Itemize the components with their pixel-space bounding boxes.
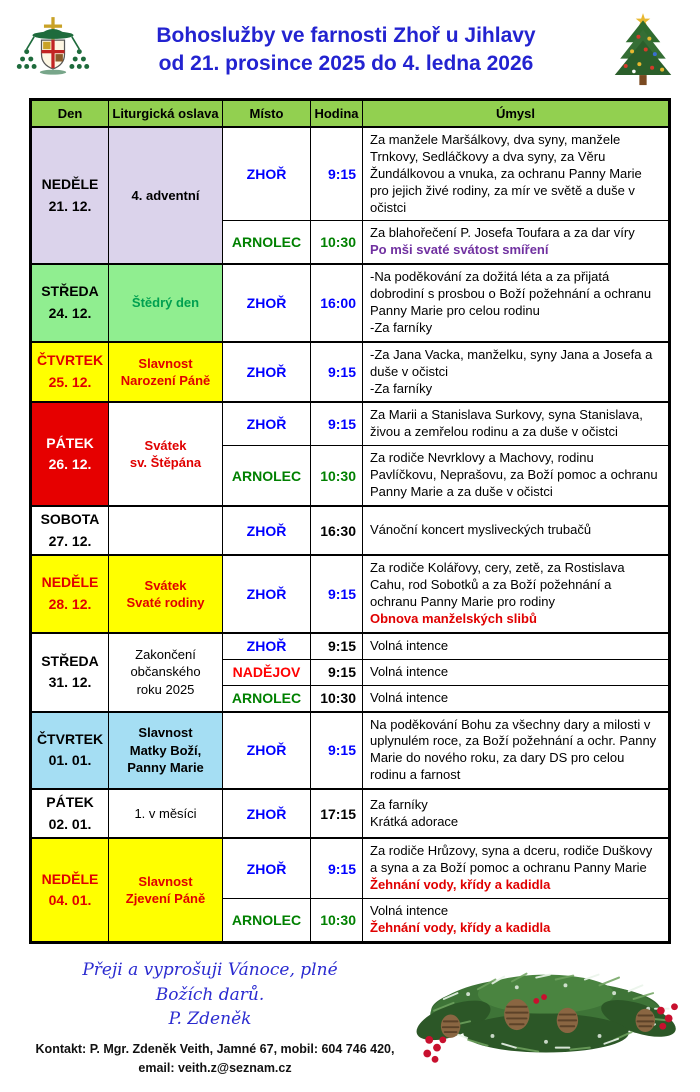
intention-cell <box>363 899 670 943</box>
title-line-1: Bohoslužby ve farnosti Zhoř u Jihlavy <box>156 24 536 48</box>
time-cell: 9:15 <box>311 838 363 898</box>
intention-line: Za Marii a Stanislava Surkovy, syna Stanislava, živou a zemřelou rodinu a za duše v očistci <box>370 407 643 440</box>
place-cell: ZHOŘ <box>223 633 311 659</box>
place-cell: ZHOŘ <box>223 342 311 403</box>
intention-line: Volná intence <box>370 903 449 919</box>
time-cell: 9:15 <box>311 712 363 790</box>
celebration-cell: Zakončení občanského roku 2025 <box>109 633 223 712</box>
intention-line: -Za Jana Vacka, manželku, syny Jana a Josefa a duše v očistci <box>370 346 653 379</box>
bishop-coat-of-arms-icon <box>16 11 90 89</box>
header-liturgicka-oslava: Liturgická oslava <box>109 100 223 128</box>
intention-line: Vánoční koncert mysliveckých trubačů <box>370 522 592 538</box>
intention-line: Na poděkování Bohu za všechny dary a milosti v uplynulém roce, za Boží požehnání a ochr. Panny Marie do nového roku, za dary DS pro celou rodinu a farnost <box>370 716 657 783</box>
schedule-row <box>31 633 670 659</box>
day-cell: NEDĚLE 04. 01. <box>31 838 109 942</box>
intention-cell <box>363 685 670 711</box>
title-line-2: od 21. prosince 2025 do 4. ledna 2026 <box>158 52 534 75</box>
day-cell: PÁTEK 02. 01. <box>31 789 109 838</box>
intention-line: Za blahořečení P. Josefa Toufara a za dar víry <box>370 225 635 241</box>
intention-cell <box>363 446 670 506</box>
intention-line: Obnova manželských slibů <box>370 610 537 626</box>
time-cell: 9:15 <box>311 659 363 685</box>
contact-info <box>20 1040 410 1078</box>
intention-line: Žehnání vody, křídy a kadidla <box>370 920 551 936</box>
time-cell: 9:15 <box>311 342 363 403</box>
intention-line: Volná intence <box>370 689 449 705</box>
intention-line: Volná intence <box>370 663 449 679</box>
time-cell: 9:15 <box>311 633 363 659</box>
page-title <box>90 22 602 77</box>
day-cell: STŘEDA 31. 12. <box>31 633 109 712</box>
celebration-cell: Slavnost Narození Páně <box>109 342 223 403</box>
intention-cell <box>363 659 670 685</box>
schedule-row <box>31 402 670 445</box>
intention-line: Za rodiče Nevrklovy a Machovy, rodinu Pavlíčkovu, Neprašovu, za Boží pomoc a ochranu Panny Marie a za duše v očistci <box>370 450 658 500</box>
intention-line: Za rodiče Kolářovy, cery, zetě, za Rostislava Cahu, rod Sobotků a za Boží požehnání a ochranu Panny Marie pro rodiny <box>370 560 625 610</box>
schedule-row <box>31 555 670 633</box>
intention-cell <box>363 633 670 659</box>
place-cell: ZHOŘ <box>223 838 311 898</box>
schedule-table <box>29 98 671 944</box>
christmas-garland-icon <box>400 950 692 1082</box>
intention-cell <box>363 838 670 898</box>
place-cell: ARNOLEC <box>223 221 311 264</box>
intention-line: Za rodiče Hrůzovy, syna a dceru, rodiče Duškovy a syna a za Boží pomoc a ochranu Panny Marie <box>370 843 653 876</box>
place-cell: ARNOLEC <box>223 899 311 943</box>
time-cell: 10:30 <box>311 685 363 711</box>
intention-line: -Za farníky <box>370 380 433 396</box>
table-header <box>31 100 670 128</box>
schedule-row <box>31 264 670 342</box>
celebration-cell: Slavnost Matky Boží, Panny Marie <box>109 712 223 790</box>
time-cell: 9:15 <box>311 555 363 633</box>
greeting-line-1: Přeji a vyprošuji Vánoce, plné <box>82 959 338 980</box>
time-cell: 16:00 <box>311 264 363 342</box>
day-cell: PÁTEK 26. 12. <box>31 402 109 505</box>
time-cell: 9:15 <box>311 402 363 445</box>
time-cell: 9:15 <box>311 127 363 221</box>
intention-line: Žehnání vody, křídy a kadidla <box>370 877 551 893</box>
header-umysl: Úmysl <box>363 100 670 128</box>
intention-line: -Za farníky <box>370 319 433 335</box>
greeting-line-3: P. Zdeněk <box>168 1009 252 1030</box>
day-cell: STŘEDA 24. 12. <box>31 264 109 342</box>
celebration-cell: Slavnost Zjevení Páně <box>109 838 223 942</box>
time-cell: 10:30 <box>311 899 363 943</box>
intention-cell <box>363 264 670 342</box>
day-cell: ČTVRTEK 25. 12. <box>31 342 109 403</box>
schedule-body <box>31 127 670 942</box>
place-cell: ZHOŘ <box>223 712 311 790</box>
time-cell: 10:30 <box>311 221 363 264</box>
greeting-line-2: Božích darů. <box>155 984 265 1005</box>
celebration-cell: Svátek sv. Štěpána <box>109 402 223 505</box>
day-cell: NEDĚLE 21. 12. <box>31 127 109 264</box>
place-cell: ZHOŘ <box>223 789 311 838</box>
intention-line: Krátká adorace <box>370 813 459 829</box>
time-cell: 10:30 <box>311 446 363 506</box>
intention-cell <box>363 127 670 221</box>
place-cell: ARNOLEC <box>223 685 311 711</box>
header-den: Den <box>31 100 109 128</box>
celebration-cell: 4. adventní <box>109 127 223 264</box>
header-hodina: Hodina <box>311 100 363 128</box>
intention-cell <box>363 506 670 555</box>
schedule-row <box>31 789 670 838</box>
intention-line: -Na poděkování za dožitá léta a za přijatá dobrodiní s prosbou o Boží požehnání a ochranu Panny Marie pro celou rodinu <box>370 269 652 319</box>
place-cell: ARNOLEC <box>223 446 311 506</box>
celebration-cell: Svátek Svaté rodiny <box>109 555 223 633</box>
schedule-row <box>31 127 670 221</box>
schedule-row <box>31 838 670 898</box>
place-cell: ZHOŘ <box>223 127 311 221</box>
intention-cell <box>363 712 670 790</box>
contact-line-2: email: veith.z@seznam.cz <box>138 1060 292 1075</box>
intention-cell <box>363 789 670 838</box>
page-header <box>0 0 700 92</box>
intention-cell <box>363 402 670 445</box>
celebration-cell <box>109 506 223 555</box>
intention-line: Za farníky <box>370 796 428 812</box>
time-cell: 16:30 <box>311 506 363 555</box>
intention-line: Po mši svaté svátost smíření <box>370 242 549 258</box>
place-cell: ZHOŘ <box>223 402 311 445</box>
contact-line-1: Kontakt: P. Mgr. Zdeněk Veith, Jamné 67, mobil: 604 746 420, <box>35 1041 395 1056</box>
place-cell: ZHOŘ <box>223 555 311 633</box>
place-cell: ZHOŘ <box>223 264 311 342</box>
christmas-tree-icon <box>602 11 684 89</box>
intention-line: Za manžele Maršálkovy, dva syny, manžele Trnkovy, Sedláčkovy a dva syny, za Věru Žundálkovou a vnuka, za ochranu Panny Marie pro jejich živé rodiny, za mír ve světě a duše v očistci <box>370 132 642 215</box>
header-row <box>31 100 670 128</box>
celebration-cell: 1. v měsíci <box>109 789 223 838</box>
schedule-row <box>31 342 670 403</box>
intention-cell <box>363 221 670 264</box>
day-cell: NEDĚLE 28. 12. <box>31 555 109 633</box>
place-cell: ZHOŘ <box>223 506 311 555</box>
schedule-row <box>31 506 670 555</box>
celebration-cell: Štědrý den <box>109 264 223 342</box>
schedule-row <box>31 712 670 790</box>
greeting-text <box>40 958 380 1032</box>
intention-cell <box>363 342 670 403</box>
intention-line: Volná intence <box>370 637 449 653</box>
header-misto: Místo <box>223 100 311 128</box>
intention-cell <box>363 555 670 633</box>
time-cell: 17:15 <box>311 789 363 838</box>
place-cell: NADĚJOV <box>223 659 311 685</box>
page-footer <box>0 956 700 1092</box>
day-cell: ČTVRTEK 01. 01. <box>31 712 109 790</box>
day-cell: SOBOTA 27. 12. <box>31 506 109 555</box>
